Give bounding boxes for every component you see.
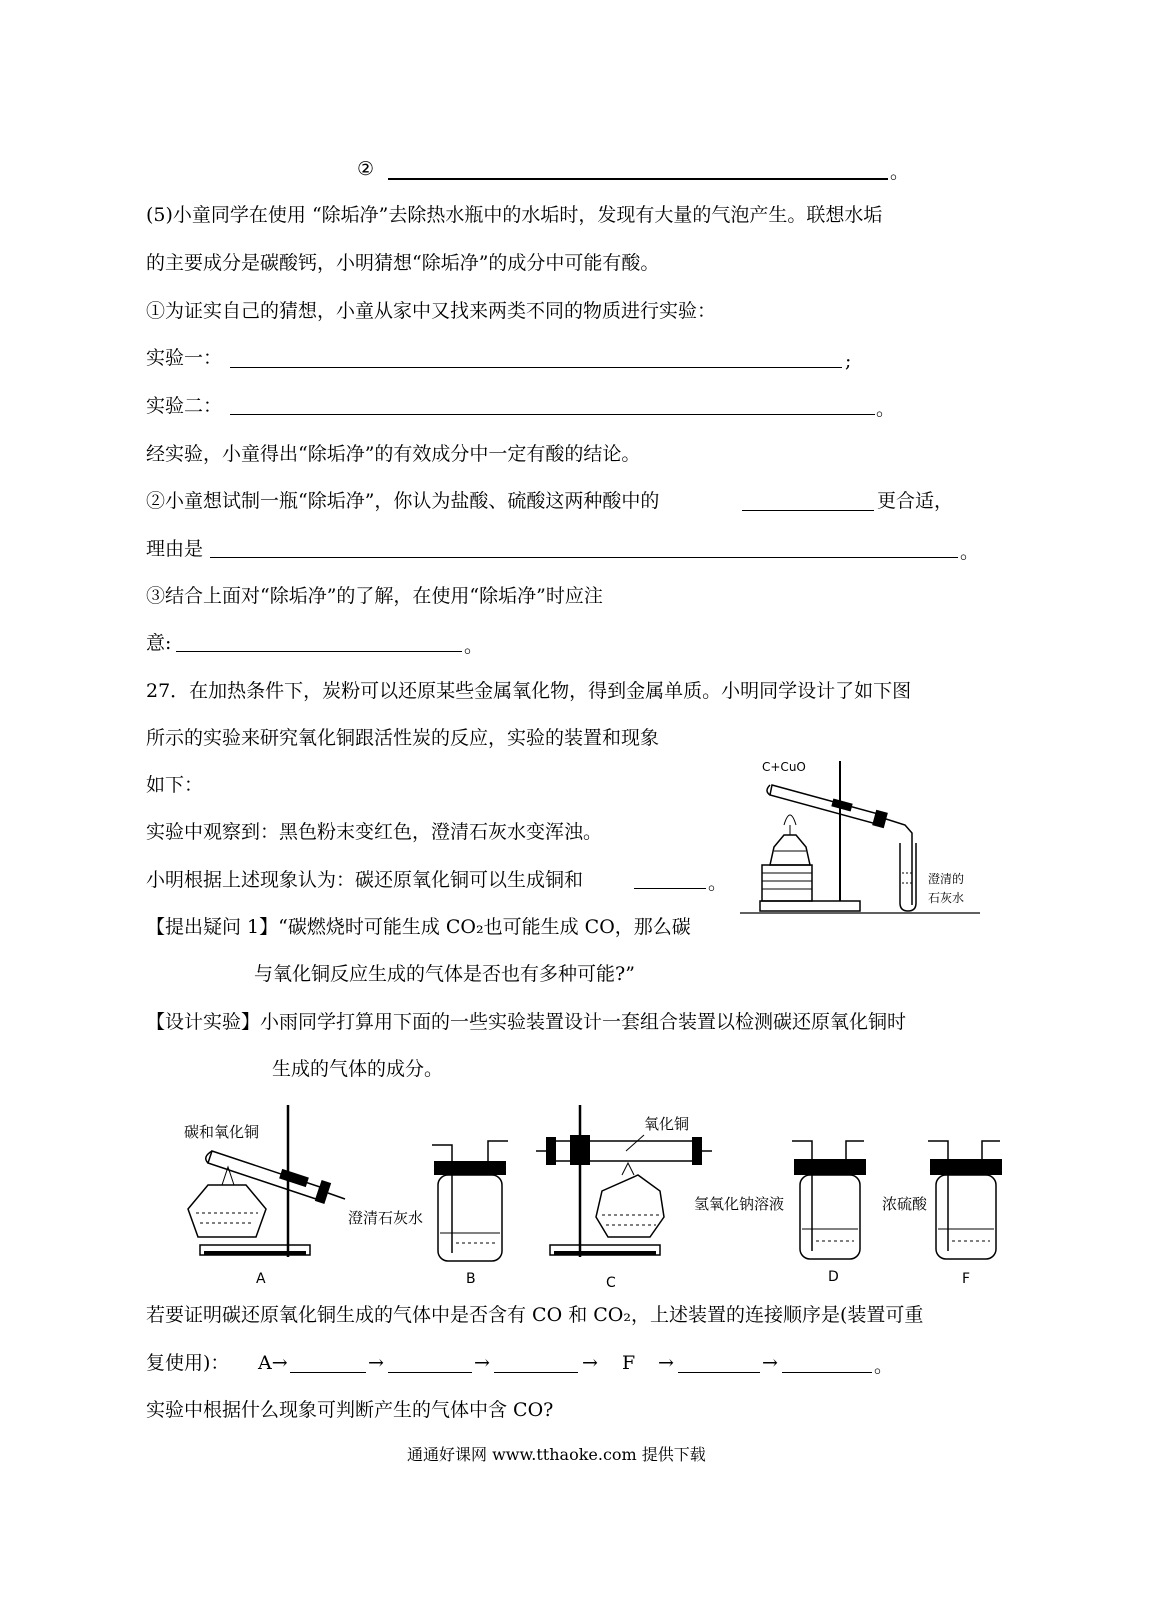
question-1-b: 与氧化铜反应生成的气体是否也有多种可能?” (254, 963, 635, 985)
reason-blank[interactable] (210, 557, 958, 558)
q27-line-2: 所示的实验来研究氧化铜跟活性炭的反应，实验的装置和现象 (146, 727, 660, 749)
question-1-a: 【提出疑问 1】“碳燃烧时可能生成 CO₂也可能生成 CO，那么碳 (146, 916, 691, 938)
order-prefix: 复使用)： (146, 1352, 230, 1374)
order-f: F (622, 1352, 636, 1374)
apparatus-c (536, 1105, 712, 1291)
experiment-2-end: 。 (876, 398, 896, 420)
q4-end: 。 (890, 161, 910, 183)
reason-label: 理由是 (146, 538, 204, 560)
experiment-1-label: 实验一： (146, 347, 223, 369)
experiment-2-blank[interactable] (230, 414, 875, 415)
svg-text:A: A (256, 1271, 266, 1287)
q5-item-1: ①为证实自己的猜想，小童从家中又找来两类不同的物质进行实验： (146, 300, 717, 322)
svg-text:澄清石灰水: 澄清石灰水 (348, 1209, 424, 1227)
svg-text:氢氧化钠溶液: 氢氧化钠溶液 (694, 1195, 785, 1213)
order-arrow-5: → (762, 1352, 778, 1374)
fig-small-label-top: C+CuO (762, 760, 806, 774)
order-arrow-1: → (368, 1352, 384, 1374)
q27-line-1: 27．在加热条件下，炭粉可以还原某些金属氧化物，得到金属单质。小明同学设计了如下图 (146, 680, 912, 702)
q5-item-2-b: 更合适， (877, 490, 954, 512)
svg-text:C: C (606, 1275, 616, 1291)
fig-small-label-water-2: 石灰水 (928, 891, 965, 905)
svg-text:F: F (962, 1271, 971, 1287)
fig-small-label-water-1: 澄清的 (928, 872, 965, 886)
apparatus-a (184, 1105, 345, 1287)
page-footer: 通通好课网 www.tthaoke.com 提供下载 (407, 1445, 706, 1464)
q5-item-2-a: ②小童想试制一瓶“除垢净”，你认为盐酸、硫酸这两种酸中的 (146, 490, 660, 512)
q5-line-2: 的主要成分是碳酸钙，小明猜想“除垢净”的成分中可能有酸。 (146, 252, 660, 274)
order-arrow-2: → (474, 1352, 490, 1374)
q4-circle-marker: ② (357, 158, 375, 180)
apparatus-row-figure (170, 1105, 1010, 1290)
q27-observation: 实验中观察到：黑色粉末变红色，澄清石灰水变浑浊。 (146, 821, 603, 843)
last-question: 实验中根据什么现象可判断产生的气体中含 CO? (146, 1399, 554, 1421)
svg-text:浓硫酸: 浓硫酸 (882, 1195, 928, 1213)
note-blank[interactable] (176, 651, 462, 652)
carbon-reduction-apparatus-figure (740, 755, 985, 920)
svg-text:氧化铜: 氧化铜 (644, 1115, 690, 1133)
order-blank-1[interactable] (290, 1372, 366, 1373)
product-blank[interactable] (634, 888, 706, 889)
svg-text:B: B (466, 1271, 476, 1287)
acid-choice-blank[interactable] (742, 510, 874, 511)
order-arrow-3: → (582, 1352, 598, 1374)
q4-answer-blank[interactable] (388, 178, 888, 180)
experiment-1-end: ; (845, 350, 852, 372)
experiment-1-blank[interactable] (230, 367, 842, 368)
order-blank-2[interactable] (388, 1372, 472, 1373)
order-arrow-4: → (658, 1352, 674, 1374)
q27-inference-end: 。 (708, 872, 728, 894)
note-label: 意: (146, 632, 172, 654)
svg-text:碳和氧化铜: 碳和氧化铜 (184, 1123, 260, 1141)
q5-line-1: (5)小童同学在使用 “除垢净”去除热水瓶中的水垢时，发现有大量的气泡产生。联想水垢 (146, 204, 883, 226)
svg-text:D: D (828, 1269, 839, 1285)
order-blank-3[interactable] (494, 1372, 578, 1373)
apparatus-f (882, 1141, 1002, 1287)
q27-inference: 小明根据上述现象认为：碳还原氧化铜可以生成铜和 (146, 869, 584, 891)
note-end: 。 (464, 635, 484, 657)
design-a: 【设计实验】小雨同学打算用下面的一些实验装置设计一套组合装置以检测碳还原氧化铜时 (146, 1011, 907, 1033)
reason-end: 。 (960, 541, 980, 563)
q5-conclusion: 经实验，小童得出“除垢净”的有效成分中一定有酸的结论。 (146, 443, 641, 465)
order-blank-5[interactable] (782, 1372, 872, 1373)
experiment-2-label: 实验二： (146, 395, 223, 417)
order-line-1: 若要证明碳还原氧化铜生成的气体中是否含有 CO 和 CO₂，上述装置的连接顺序是(装置可重 (146, 1304, 924, 1326)
q27-line-3: 如下： (146, 774, 204, 796)
q5-item-3: ③结合上面对“除垢净”的了解，在使用“除垢净”时应注 (146, 585, 603, 607)
apparatus-d (694, 1141, 866, 1285)
design-b: 生成的气体的成分。 (272, 1058, 444, 1080)
order-a: A→ (258, 1352, 288, 1374)
order-blank-4[interactable] (678, 1372, 760, 1373)
apparatus-b (348, 1141, 508, 1287)
order-end: 。 (874, 1355, 894, 1377)
